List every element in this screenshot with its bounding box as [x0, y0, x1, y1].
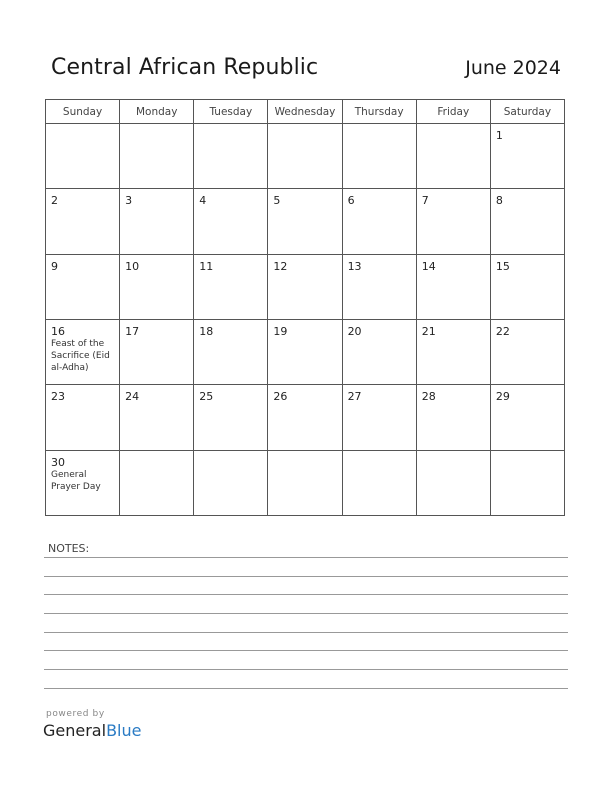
day-cell: [194, 319, 268, 384]
day-number: 10: [125, 259, 140, 273]
week-row: [46, 319, 565, 384]
day-cell: [120, 189, 194, 254]
day-cell: [120, 124, 194, 189]
day-number: 11: [199, 259, 214, 273]
day-number: 14: [421, 259, 436, 273]
logo-general-text: General: [43, 721, 107, 740]
note-line: [44, 632, 568, 633]
day-cell: [416, 450, 490, 515]
holiday-label: General Prayer Day: [51, 469, 101, 492]
day-number: 29: [495, 390, 510, 404]
day-number: 2: [51, 194, 58, 208]
day-number: 1: [495, 129, 503, 142]
day-cell: [268, 124, 342, 189]
day-cell: [490, 189, 564, 254]
day-number: 13: [347, 259, 362, 273]
calendar-grid: [45, 99, 565, 516]
weekday-tuesday: Tuesday: [194, 100, 268, 124]
note-line: [44, 576, 568, 577]
weekday-sunday: Sunday: [46, 100, 120, 124]
calendar-title: Central African Republic: [51, 55, 319, 80]
day-cell: [268, 254, 342, 319]
note-line: [44, 594, 568, 595]
day-cell: [46, 385, 120, 450]
day-cell: [194, 124, 268, 189]
day-cell: [490, 254, 564, 319]
holiday-label: Feast of the Sacrifice (Eid al-Adha): [51, 338, 110, 373]
day-cell: [120, 450, 194, 515]
day-number: 20: [347, 324, 362, 338]
day-cell: [194, 254, 268, 319]
day-number: 26: [273, 390, 288, 404]
day-cell: [268, 385, 342, 450]
day-number: 12: [273, 259, 288, 273]
day-cell: [416, 254, 490, 319]
day-cell: [342, 254, 416, 319]
day-cell: [120, 319, 194, 384]
day-cell: [416, 124, 490, 189]
logo-blue-text: Blue: [106, 721, 142, 740]
day-cell: [490, 385, 564, 450]
calendar-month: June 2024: [465, 57, 561, 79]
day-number: 15: [495, 259, 510, 273]
day-number: 22: [495, 324, 510, 338]
note-line: [44, 669, 568, 670]
day-cell: [342, 385, 416, 450]
day-number: 28: [421, 390, 436, 404]
day-cell: [342, 124, 416, 189]
weekday-friday: Friday: [416, 100, 490, 124]
day-cell: [46, 450, 120, 515]
weekday-thursday: Thursday: [342, 100, 416, 124]
day-cell: [490, 450, 564, 515]
note-line: [44, 557, 568, 558]
day-cell: [120, 254, 194, 319]
day-cell: [342, 450, 416, 515]
day-number: 19: [273, 324, 288, 338]
weekday-monday: Monday: [120, 100, 194, 124]
day-number: 8: [495, 194, 503, 208]
week-row: [46, 385, 565, 450]
day-cell: [46, 189, 120, 254]
weekday-saturday: Saturday: [490, 100, 564, 124]
powered-by-text: powered by: [46, 709, 105, 719]
day-cell: [46, 124, 120, 189]
day-cell: [120, 385, 194, 450]
day-cell: [268, 450, 342, 515]
generalblue-logo: [43, 721, 141, 740]
day-cell: [490, 319, 564, 384]
day-number: 16: [51, 324, 65, 338]
day-cell: [416, 319, 490, 384]
day-number: 24: [125, 390, 140, 404]
day-number: 27: [347, 390, 362, 404]
note-line: [44, 688, 568, 689]
day-cell: [194, 385, 268, 450]
day-cell: [416, 189, 490, 254]
note-line: [44, 613, 568, 614]
week-row: [46, 124, 565, 189]
day-number: 3: [125, 194, 133, 208]
day-number: 6: [347, 194, 355, 208]
day-cell: [342, 319, 416, 384]
day-number: 9: [51, 259, 58, 273]
day-cell: [490, 124, 564, 189]
weekday-header-row: [46, 100, 565, 124]
notes-label: NOTES:: [48, 542, 90, 555]
day-number: 5: [273, 194, 281, 208]
day-number: 30: [51, 455, 65, 469]
day-cell: [46, 254, 120, 319]
day-number: 7: [421, 194, 429, 208]
day-number: 21: [421, 324, 436, 338]
day-number: 4: [199, 194, 207, 208]
day-cell: [46, 319, 120, 384]
day-number: 18: [199, 324, 214, 338]
day-number: 23: [51, 390, 65, 404]
day-cell: [268, 319, 342, 384]
day-cell: [268, 189, 342, 254]
week-row: [46, 254, 565, 319]
day-cell: [416, 385, 490, 450]
weekday-wednesday: Wednesday: [268, 100, 342, 124]
week-row: [46, 189, 565, 254]
note-line: [44, 650, 568, 651]
week-row: [46, 450, 565, 515]
day-number: 17: [125, 324, 140, 338]
day-cell: [194, 189, 268, 254]
day-cell: [194, 450, 268, 515]
day-number: 25: [199, 390, 214, 404]
day-cell: [342, 189, 416, 254]
